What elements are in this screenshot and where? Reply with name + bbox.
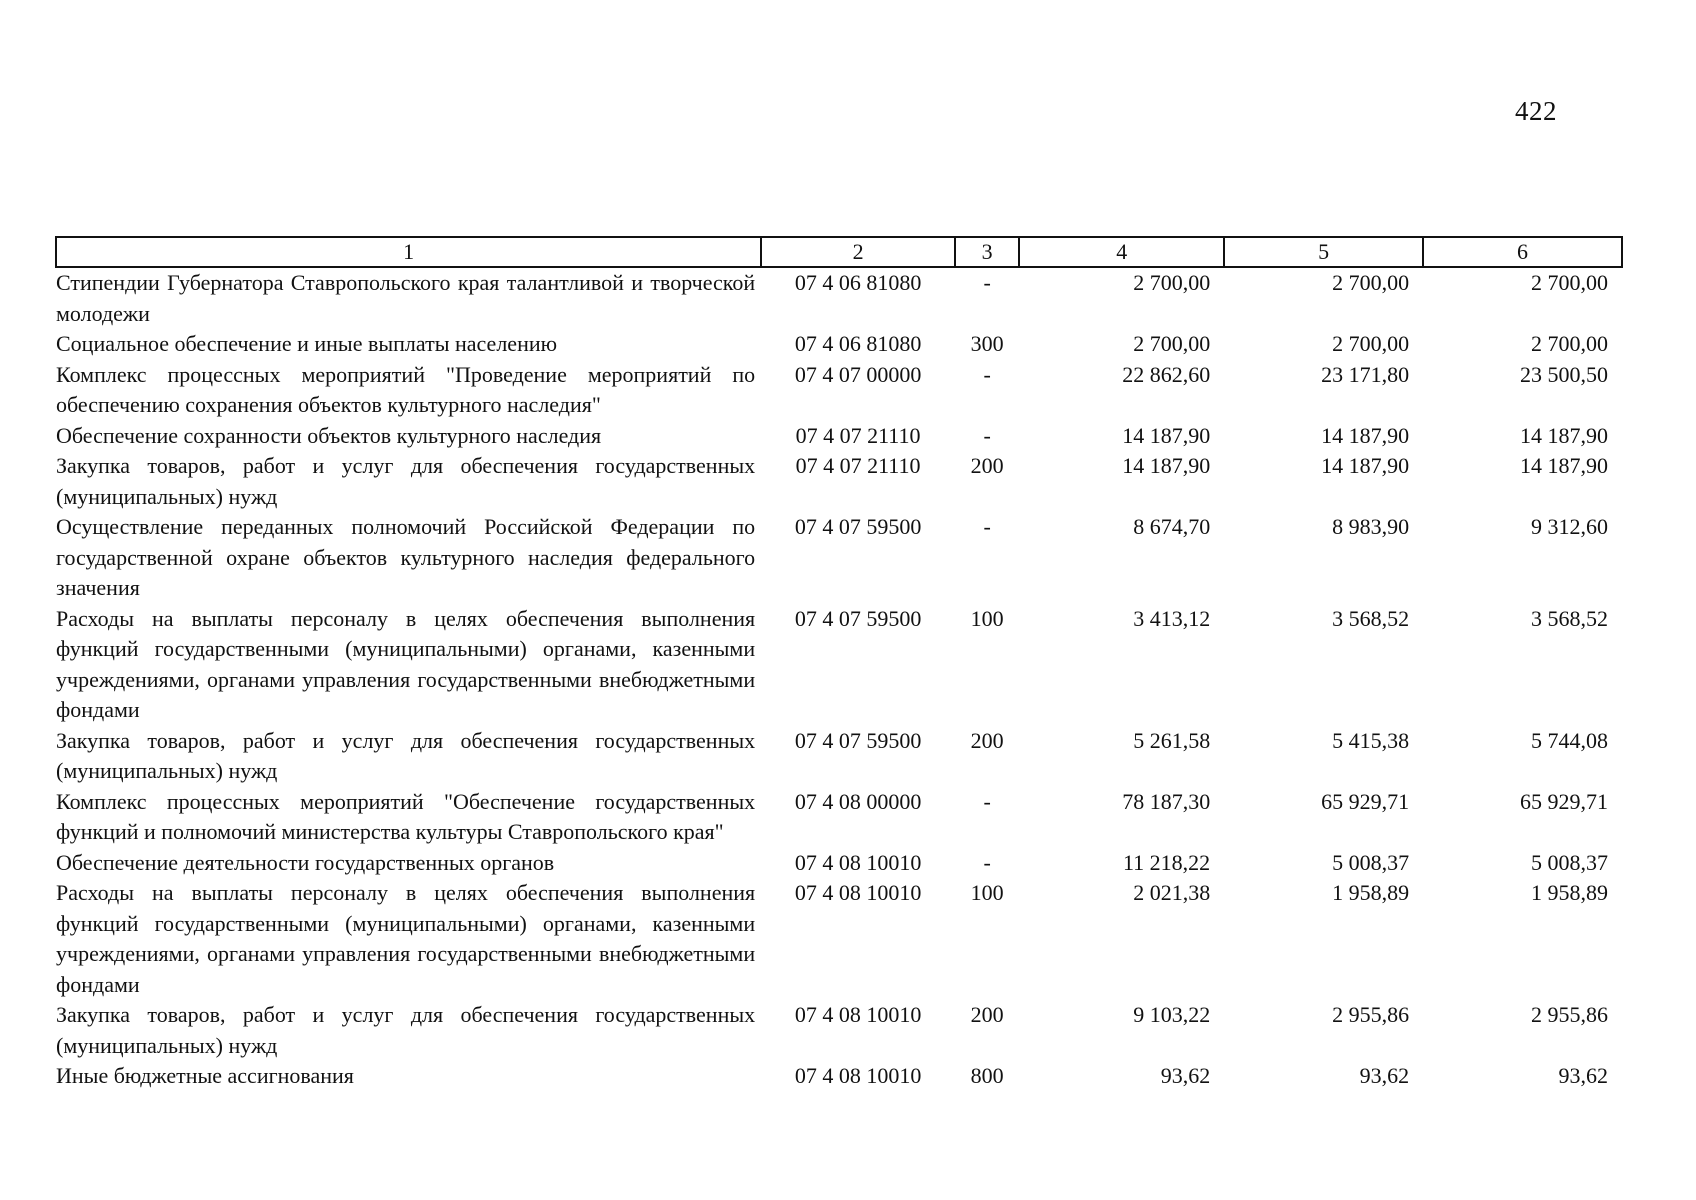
row-code-cell: 07 4 07 21110	[795, 453, 921, 478]
row-code-cell: 07 4 08 10010	[794, 849, 922, 875]
page-number: 422	[1515, 96, 1557, 126]
row-value-col6-cell: 1 958,89	[1531, 880, 1608, 905]
row-value-col4-cell: 8 674,70	[1133, 514, 1211, 539]
row-code-cell: 07 4 06 81080	[794, 270, 922, 295]
row-name-cell: Закупка товаров, работ и услуг для обеспечения государственных (муниципальных) нужд	[56, 727, 756, 783]
row-value-col5-cell: 23 171,80	[1321, 361, 1410, 387]
row-type-cell: -	[983, 361, 991, 387]
row-name-cell: Расходы на выплаты персоналу в целях обеспечения выполнения функций государственными (муниципальными) органами, казенными учреждениями, органами управления государственными внебюджетными фондами	[56, 605, 756, 722]
row-name-cell: Расходы на выплаты персоналу в целях обеспечения выполнения функций государственными (муниципальными) органами, казенными учреждениями, органами управления государственными внебюджетными фондами	[56, 880, 756, 997]
row-value-col4-cell: 5 261,58	[1133, 727, 1211, 753]
row-type-cell: 800	[970, 1063, 1004, 1088]
row-code-cell: 07 4 07 21110	[795, 422, 921, 448]
row-code-cell: 07 4 07 00000	[794, 361, 922, 387]
row-value-col4-cell: 2 700,00	[1133, 331, 1211, 356]
row-name-cell: Обеспечение деятельности государственных органов	[56, 849, 555, 875]
row-value-col6-cell: 3 568,52	[1531, 605, 1608, 631]
row-value-col4-cell: 2 021,38	[1133, 880, 1211, 905]
row-value-col5-cell: 93,62	[1359, 1063, 1410, 1088]
row-value-col6-cell: 9 312,60	[1531, 514, 1608, 539]
row-type-cell: 100	[970, 880, 1004, 905]
table-row	[56, 878, 1622, 1000]
row-value-col6-cell: 93,62	[1558, 1063, 1608, 1088]
row-code-cell: 07 4 08 10010	[794, 880, 922, 905]
row-value-col5-cell: 3 568,52	[1332, 605, 1410, 631]
table-row	[56, 1061, 1622, 1092]
row-code-cell: 07 4 08 00000	[794, 788, 922, 814]
row-type-cell: 200	[970, 453, 1004, 478]
row-value-col6-cell: 2 700,00	[1531, 270, 1608, 295]
row-value-col4-cell: 3 413,12	[1133, 605, 1211, 631]
row-value-col4-cell: 93,62	[1160, 1063, 1211, 1088]
row-value-col4-cell: 11 218,22	[1123, 849, 1211, 875]
row-code-cell: 07 4 07 59500	[794, 514, 922, 539]
budget-table	[55, 236, 1623, 1092]
row-code-cell: 07 4 07 59500	[794, 727, 922, 753]
row-code-cell: 07 4 08 10010	[794, 1063, 922, 1088]
row-value-col5-cell: 5 415,38	[1332, 727, 1410, 753]
column-header-4: 4	[1019, 237, 1224, 267]
row-value-col5-cell: 65 929,71	[1321, 788, 1410, 814]
row-name-cell: Иные бюджетные ассигнования	[56, 1063, 354, 1088]
row-value-col5-cell: 2 700,00	[1332, 270, 1410, 295]
row-value-col6-cell: 14 187,90	[1520, 453, 1608, 478]
row-value-col4-cell: 2 700,00	[1133, 270, 1211, 295]
row-code-cell: 07 4 06 81080	[794, 331, 922, 356]
column-header-2: 2	[761, 237, 955, 267]
table-row	[56, 421, 1622, 452]
row-name-cell: Социальное обеспечение и иные выплаты населению	[56, 331, 558, 356]
table-row	[56, 512, 1622, 604]
row-value-col5-cell: 14 187,90	[1321, 422, 1410, 448]
row-name-cell: Комплекс процессных мероприятий "Обеспечение государственных функций и полномочий министерства культуры Ставропольского края"	[56, 788, 756, 844]
row-type-cell: -	[983, 422, 991, 448]
row-type-cell: 300	[970, 331, 1004, 356]
column-header-1: 1	[56, 237, 761, 267]
row-type-cell: -	[983, 270, 991, 295]
row-value-col4-cell: 9 103,22	[1133, 1002, 1211, 1027]
row-name-cell: Стипендии Губернатора Ставропольского края талантливой и творческой молодежи	[56, 270, 756, 326]
row-name-cell: Обеспечение сохранности объектов культурного наследия	[56, 422, 602, 448]
table-row	[56, 1000, 1622, 1061]
row-value-col4-cell: 22 862,60	[1122, 361, 1211, 387]
table-row	[56, 451, 1622, 512]
row-value-col4-cell: 14 187,90	[1122, 422, 1211, 448]
header-row	[56, 237, 1622, 267]
table-row	[56, 329, 1622, 360]
row-name-cell: Закупка товаров, работ и услуг для обеспечения государственных (муниципальных) нужд	[56, 1002, 756, 1058]
row-type-cell: -	[983, 788, 991, 814]
table-row	[56, 267, 1622, 329]
row-type-cell: 200	[970, 1002, 1004, 1027]
row-value-col6-cell: 2 955,86	[1531, 1002, 1608, 1027]
row-value-col5-cell: 1 958,89	[1332, 880, 1410, 905]
column-header-6: 6	[1423, 237, 1622, 267]
row-type-cell: 100	[970, 605, 1004, 631]
row-name-cell: Закупка товаров, работ и услуг для обеспечения государственных (муниципальных) нужд	[56, 453, 756, 509]
row-value-col5-cell: 14 187,90	[1321, 453, 1410, 478]
row-code-cell: 07 4 07 59500	[794, 605, 922, 631]
table-row	[56, 787, 1622, 848]
row-type-cell: 200	[970, 727, 1004, 753]
row-name-cell: Комплекс процессных мероприятий "Проведение мероприятий по обеспечению сохранения объектов культурного наследия"	[56, 361, 756, 417]
column-header-5: 5	[1224, 237, 1423, 267]
row-value-col6-cell: 65 929,71	[1520, 788, 1608, 814]
row-value-col6-cell: 2 700,00	[1531, 331, 1608, 356]
row-value-col6-cell: 5 744,08	[1531, 727, 1608, 753]
row-value-col6-cell: 23 500,50	[1520, 361, 1608, 387]
row-value-col4-cell: 14 187,90	[1122, 453, 1211, 478]
table-row	[56, 604, 1622, 726]
row-type-cell: -	[983, 849, 991, 875]
row-value-col5-cell: 2 955,86	[1332, 1002, 1410, 1027]
table-body	[56, 267, 1622, 1092]
table-row	[56, 726, 1622, 787]
row-value-col6-cell: 14 187,90	[1520, 422, 1608, 448]
row-value-col5-cell: 8 983,90	[1332, 514, 1410, 539]
row-value-col5-cell: 2 700,00	[1332, 331, 1410, 356]
row-type-cell: -	[983, 514, 991, 539]
table-row	[56, 848, 1622, 879]
row-value-col5-cell: 5 008,37	[1332, 849, 1410, 875]
column-header-3: 3	[955, 237, 1019, 267]
table-row	[56, 360, 1622, 421]
row-value-col4-cell: 78 187,30	[1122, 788, 1211, 814]
row-value-col6-cell: 5 008,37	[1531, 849, 1608, 875]
row-name-cell: Осуществление переданных полномочий Российской Федерации по государственной охране объектов культурного наследия федерального значения	[56, 514, 756, 600]
row-code-cell: 07 4 08 10010	[794, 1002, 922, 1027]
